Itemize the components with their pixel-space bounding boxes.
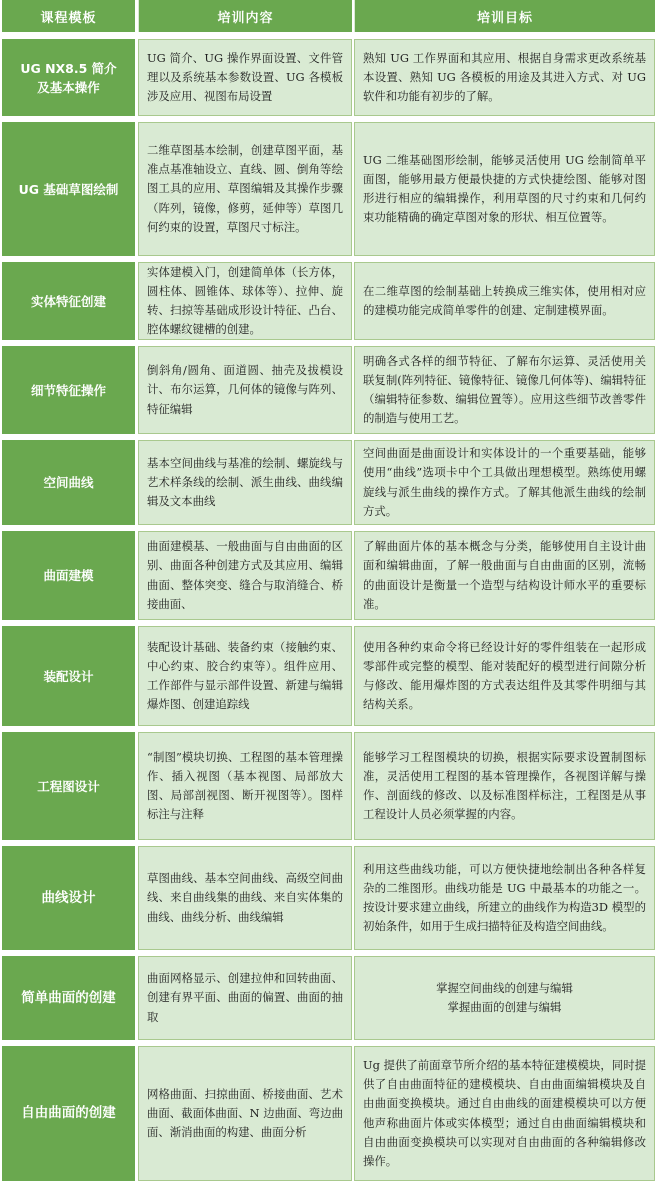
goal-text: 能够学习工程图模块的切换，根据实际要求设置制图标准，灵活使用工程图的基本管理操作，各视图详解与操作、剖面线的修改、以及标准图样标注，工程图是从事工程设计人员必须掌握的内容。 [363,749,646,822]
content-text: 曲面网格显示、创建拉伸和回转曲面、创建有界平面、曲面的偏置、曲面的抽取 [147,971,343,1024]
module-cell [2,732,135,840]
table-row [0,732,656,840]
content-text: 装配设计基础、装备约束（接触约束、中心约束、胶合约束等）。组件应用、工作部件与显示部件设置、新建与编辑爆炸图、创建追踪线 [147,639,343,712]
module-cell [2,440,135,525]
goal-cell [354,626,655,726]
goal-text: Ug 提供了前面章节所介绍的基本特征建模模块，同时提供了自由曲面特征的建模模块、自由曲面编辑模块及自由曲面变换模块。通过自由曲线的面建模模块可以方便他声称曲面片体或实体模型；通过自由曲面编辑模块和自由曲面变换模块可以实现对自由曲面的各种编辑修改操作。 [363,1057,646,1168]
content-cell [138,1046,352,1181]
goal-cell [354,846,655,950]
table-row [0,956,656,1040]
module-cell [2,846,135,950]
goal-text: 明确各式各样的细节特征、了解布尔运算、灵活使用关联复制(阵列特征、镜像特征、镜像几何体等)、编辑特征（编辑特征参数、编辑位置等）。应用这些细节改善零件的制造与使用工艺。 [363,353,646,426]
module-label: UG NX8.5 简介 及基本操作 [20,60,117,95]
content-text: 实体建模入门，创建简单体（长方体，圆柱体、圆锥体、球体等）、拉伸、旋转、扫掠等基础成形设计特征、凸台、腔体螺纹键槽的创建。 [147,264,343,337]
content-text: 倒斜角/圆角、面道圆、抽壳及拔模设计、布尔运算，几何体的镜像与阵列、特征编辑 [147,363,343,416]
module-cell [2,626,135,726]
header-training-goal: 培训目标 [354,0,655,32]
goal-text: 熟知 UG 工作界面和其应用、根据自身需求更改系统基本设置、熟知 UG 各模板的用途及其进入方式、对 UG 软件和功能有初步的了解。 [363,50,646,104]
goal-cell [354,732,655,840]
content-cell [138,39,352,116]
content-cell [138,122,352,256]
module-label: UG 基础草图绘制 [18,181,119,197]
module-label: 自由曲面的创建 [21,1105,116,1121]
content-cell [138,440,352,525]
module-label: 空间曲线 [43,475,94,490]
content-text: UG 简介、UG 操作界面设置、文件管理以及系统基本参数设置、UG 各模板涉及应用、视图布局设置 [147,50,343,104]
module-cell [2,346,135,434]
module-label: 实体特征创建 [30,293,106,309]
goal-text: 利用这些曲线功能，可以方便快捷地绘制出各种各样复杂的二维图形。曲线功能是 UG 中最基本的功能之一。按设计要求建立曲线，所建立的曲线作为构造3D 模型的初始条件，如用于生成扫描特征及构造空间曲线。 [363,861,646,934]
table-row [0,1046,656,1181]
header-course-template: 课程模板 [2,0,135,32]
content-text: 曲面建模基、一般曲面与自由曲面的区别、曲面各种创建方式及其应用、编辑曲面、整体突变、缝合与取消缝合、桥接曲面、 [147,539,343,611]
module-label: 简单曲面的创建 [21,989,116,1006]
goal-text: 使用各种约束命令将已经设计好的零件组装在一起形成零部件或完整的模型、能对装配好的模型进行间隙分析与修改、能用爆炸图的方式表达组件及其零件明细与其结构关系。 [363,639,646,712]
goal-cell [354,262,655,340]
goal-cell [354,956,655,1040]
content-text: 基本空间曲线与基准的绘制、螺旋线与艺术样条线的绘制、派生曲线、曲线编辑及文本曲线 [147,455,343,509]
goal-cell [354,39,655,116]
table-header [0,0,656,32]
table-row [0,531,656,620]
content-cell [138,846,352,950]
module-cell [2,956,135,1040]
content-text: “制图”模块切换、工程图的基本管理操作、插入视图（基本视图、局部放大图、局部剖视图、断开视图等）。图样标注与注释 [147,749,343,822]
table-row [0,346,656,434]
module-cell [2,531,135,620]
module-label: 细节特征操作 [30,382,106,398]
table-row [0,39,656,116]
content-cell [138,626,352,726]
goal-text: 在二维草图的绘制基础上转换成三维实体，使用相对应的建模功能完成简单零件的创建、定制建模界面。 [363,283,646,317]
module-cell [2,1046,135,1181]
content-cell [138,346,352,434]
module-label: 工程图设计 [37,778,100,794]
content-text: 二维草图基本绘制，创建草图平面，基准点基准轴设立、直线、圆、倒角等绘图工具的应用、草图编辑及其操作步骤（阵列，镜像，修剪，延伸等）草图几何约束的设置，草图尺寸标注。 [147,142,343,234]
content-cell [138,531,352,620]
goal-cell [354,1046,655,1181]
goal-text: 空间曲面是曲面设计和实体设计的一个重要基础，能够使用“曲线”选项卡中个工具做出理想模型。熟练使用螺旋线与派生曲线的操作方式。了解其他派生曲线的绘制方式。 [363,446,646,518]
table-row [0,122,656,256]
content-cell [138,956,352,1040]
goal-cell [354,122,655,256]
content-cell [138,732,352,840]
table-row [0,846,656,950]
goal-text: 掌握空间曲线的创建与编辑 掌握曲面的创建与编辑 [436,980,573,1014]
module-label: 曲面建模 [43,568,94,583]
content-cell [138,262,352,340]
module-cell [2,262,135,340]
content-text: 网格曲面、扫掠曲面、桥接曲面、艺术曲面、截面体曲面、N 边曲面、弯边曲面、渐消曲面的构建、曲面分析 [147,1086,343,1140]
table-row [0,440,656,525]
table-row [0,262,656,340]
goal-cell [354,346,655,434]
header-training-content: 培训内容 [138,0,352,32]
module-cell [2,39,135,116]
goal-text: 了解曲面片体的基本概念与分类，能够使用自主设计曲面和编辑曲面，了解一般曲面与自由曲面的区别，流畅的曲面设计是衡量一个造型与结构设计师水平的重要标准。 [363,539,646,611]
module-label: 装配设计 [43,668,94,684]
module-label: 曲线设计 [41,889,96,906]
module-cell [2,122,135,256]
goal-text: UG 二维基础图形绘制，能够灵活使用 UG 绘制简单平面图，能够用最方便最快捷的方式快捷绘图、能够对图形进行相应的编辑操作，利用草图的尺寸约束和几何约束功能精确的确定草图对象的形状、相互位置等。 [363,152,646,225]
content-text: 草图曲线、基本空间曲线、高级空间曲线、来自曲线集的曲线、来自实体集的曲线、曲线分析、曲线编辑 [147,871,343,924]
goal-cell [354,531,655,620]
table-row [0,626,656,726]
goal-cell [354,440,655,525]
